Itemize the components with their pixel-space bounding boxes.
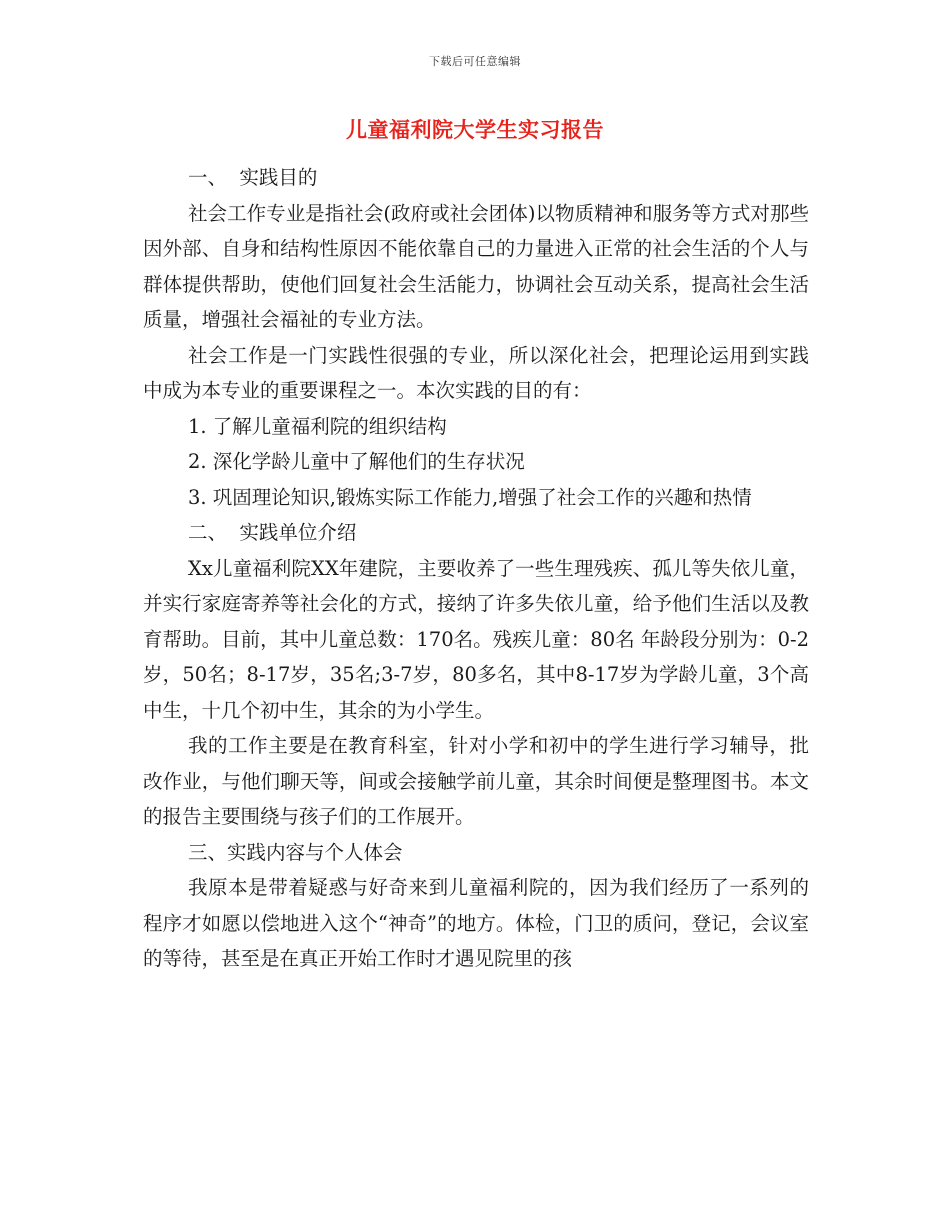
paragraph: 社会工作是一门实践性很强的专业，所以深化社会，把理论运用到实践中成为本专业的重要课程之一。本次实践的目的有： — [143, 343, 809, 402]
list-item: 3. 巩固理论知识,锻炼实际工作能力,增强了社会工作的兴趣和热情 — [188, 485, 752, 509]
list-item: 2. 深化学龄儿童中了解他们的生存状况 — [188, 450, 525, 473]
paragraph: 社会工作专业是指社会(政府或社会团体)以物质精神和服务等方式对那些因外部、自身和结构性原因不能依靠自己的力量进入正常的社会生活的个人与群体提供帮助，使他们回复社会生活能力，协调社会互动关系，提高社会生活质量，增强社会福祉的专业方法。 — [143, 201, 809, 331]
list-item: 1. 了解儿童福利院的组织结构 — [188, 414, 447, 438]
section-heading-2: 二、 实践单位介绍 — [188, 521, 357, 544]
paragraph: 我原本是带着疑惑与好奇来到儿童福利院的，因为我们经历了一系列的程序才如愿以偿地进入这个“神奇”的地方。体检，门卫的质问，登记，会议室的等待，甚至是在真正开始工作时才遇见院里的孩 — [143, 876, 809, 970]
document-body — [143, 160, 809, 977]
document-title: 儿童福利院大学生实习报告 — [346, 117, 604, 142]
section-heading-1: 一、 实践目的 — [188, 166, 318, 189]
section-heading-3: 三、实践内容与个人体会 — [188, 840, 403, 864]
paragraph: 我的工作主要是在教育科室，针对小学和初中的学生进行学习辅导，批改作业，与他们聊天等，间或会接触学前儿童，其余时间便是整理图书。本文的报告主要围绕与孩子们的工作展开。 — [143, 734, 809, 828]
paragraph: Xx儿童福利院XX年建院，主要收养了一些生理残疾、孤儿等失依儿童，并实行家庭寄养等社会化的方式，接纳了许多失依儿童，给予他们生活以及教育帮助。目前，其中儿童总数：170名。残疾儿童：80名 年龄段分别为：0-2岁，50名；8-17岁，35名;3-7岁，80多名，其中8-17岁为学龄儿童，3个高中生，十几个初中生，其余的为小学生。 — [143, 556, 809, 722]
header-note: 下载后可任意编辑 — [429, 55, 521, 68]
